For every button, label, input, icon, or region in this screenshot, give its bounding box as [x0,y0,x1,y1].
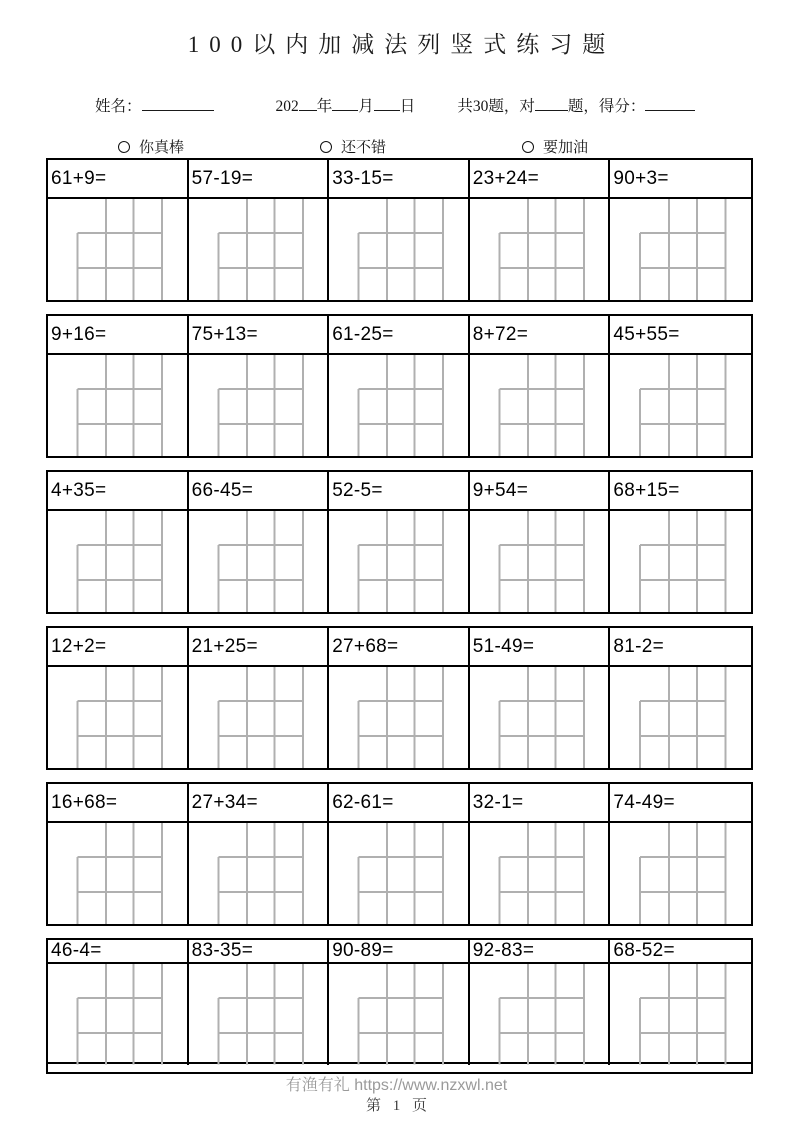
calc-grid-icon [470,823,609,924]
problem-text: 51-49= [472,635,535,657]
calc-grid-icon [189,823,328,924]
problem-cell [329,160,470,197]
calc-grid-icon [610,355,751,456]
problem-text: 90-89= [332,940,394,961]
problem-text: 46-4= [51,940,102,961]
answer-cell [329,199,470,300]
problem-text: 27+34= [191,791,258,813]
answer-cell [470,511,611,612]
problem-text: 74-49= [613,791,675,813]
problem-cell [329,940,470,962]
problem-text: 68-52= [613,940,675,961]
calc-grid-icon [189,199,328,300]
problem-block [46,626,753,770]
problem-cell [48,784,189,821]
problem-text: 68+15= [613,479,680,501]
year-underline [299,97,317,111]
calc-grid-icon [329,199,468,300]
problem-cell [48,472,189,509]
problem-cell [470,160,611,197]
calc-grid-icon [470,667,609,768]
problem-text: 75+13= [191,323,258,345]
calc-grid-icon [329,667,468,768]
problem-text: 9+54= [472,479,529,501]
calc-grid-icon [48,199,187,300]
rating-circle-icon [320,141,332,153]
answer-cell [610,355,751,456]
problem-cell [470,472,611,509]
calc-grid-icon [48,823,187,924]
problem-block [46,314,753,458]
problem-text: 92-83= [472,940,535,961]
problem-cell [610,784,751,821]
problem-cell [610,160,751,197]
problem-cell [610,316,751,353]
answer-cell [470,964,611,1065]
problem-text: 61+9= [51,167,107,189]
calc-grid-icon [189,667,328,768]
calc-grid-icon [470,355,609,456]
problem-text: 32-1= [472,791,524,813]
problem-cell [189,472,330,509]
answer-cell [189,355,330,456]
answer-cell [329,964,470,1065]
answer-cell [48,511,189,612]
rating-circle-icon [118,141,130,153]
problem-cell [329,472,470,509]
score-mid: 题，得分： [567,98,646,115]
problem-cell [329,316,470,353]
problem-text: 9+16= [51,323,107,345]
ratings-row [118,136,588,157]
answer-cell [470,355,611,456]
answer-cell [329,667,470,768]
problem-text: 83-35= [191,940,254,961]
problem-cell [189,628,330,665]
answer-cell [329,823,470,924]
problem-text: 21+25= [191,635,258,657]
problem-block [46,158,753,302]
problem-cell [470,316,611,353]
rating-item-great [118,136,184,157]
worksheet [46,158,753,1064]
problem-cell [470,940,611,962]
answer-cell [189,199,330,300]
answer-cell [48,199,189,300]
header-fill-line [95,94,695,116]
calc-grid-icon [48,964,187,1065]
month-underline [332,97,358,111]
page-number: 第 1 页 [365,1098,431,1114]
footer-site-text: 有渔有礼 https://www.nzxwl.net [285,1077,508,1094]
answer-cell [610,667,751,768]
problem-cell [48,316,189,353]
answer-cell [610,199,751,300]
rating-label: 要加油 [542,140,588,156]
problem-text: 45+55= [613,323,680,345]
answer-cell [48,823,189,924]
calc-grid-icon [610,667,751,768]
year-suffix: 年 [316,98,333,115]
correct-underline [535,97,568,111]
name-underline [142,97,214,111]
answer-cell [610,823,751,924]
rating-label: 还不错 [340,140,386,156]
answer-cell [189,667,330,768]
answer-cell [48,667,189,768]
calc-grid-icon [329,964,468,1065]
answer-cell [329,355,470,456]
answer-cell [610,511,751,612]
day-underline [374,97,400,111]
problem-cell [48,940,189,962]
problem-text: 52-5= [332,479,383,501]
problem-text: 27+68= [332,635,399,657]
calc-grid-icon [48,355,187,456]
problem-text: 81-2= [613,635,665,657]
day-suffix: 日 [399,98,416,115]
problem-text: 16+68= [51,791,118,813]
score-label: 共30题，对 [457,98,535,115]
problem-cell [470,628,611,665]
calc-grid-icon [610,823,751,924]
answer-cell [470,823,611,924]
problem-text: 57-19= [191,167,254,189]
calc-grid-icon [48,667,187,768]
score-group [457,94,695,116]
problem-text: 12+2= [51,635,107,657]
answer-cell [48,964,189,1065]
problem-cell [189,784,330,821]
rating-label: 你真棒 [139,140,185,156]
problem-text: 33-15= [332,167,394,189]
answer-cell [189,964,330,1065]
answer-cell [610,964,751,1065]
answer-cell [48,355,189,456]
calc-grid-icon [329,355,468,456]
problem-block [46,938,753,1064]
calc-grid-icon [189,355,328,456]
calc-grid-icon [470,964,609,1065]
problem-cell [610,940,751,962]
calc-grid-icon [189,964,328,1065]
month-suffix: 月 [358,98,374,115]
problem-text: 8+72= [472,323,529,345]
calc-grid-icon [329,511,468,612]
rating-circle-icon [522,141,534,153]
answer-cell [329,511,470,612]
calc-grid-icon [470,199,609,300]
problem-block [46,470,753,614]
calc-grid-icon [610,199,751,300]
problem-text: 4+35= [51,479,107,501]
year-prefix: 202 [275,98,299,115]
problem-cell [48,160,189,197]
problem-cell [189,316,330,353]
problem-text: 66-45= [191,479,254,501]
problem-cell [610,628,751,665]
problem-cell [610,472,751,509]
calc-grid-icon [610,964,751,1065]
calc-grid-icon [470,511,609,612]
problem-text: 61-25= [332,323,394,345]
score-underline [645,97,695,111]
date-group [276,94,416,116]
problem-block [46,782,753,926]
rating-item-ok [320,136,386,157]
problem-text: 90+3= [613,167,669,189]
problem-cell [48,628,189,665]
answer-cell [470,199,611,300]
rating-item-tryharder [522,136,588,157]
answer-cell [189,823,330,924]
name-label: 姓名： [95,98,142,115]
problem-text: 23+24= [472,167,540,189]
problem-text: 62-61= [332,791,394,813]
problem-cell [189,940,330,962]
calc-grid-icon [48,511,187,612]
answer-cell [470,667,611,768]
problem-cell [189,160,330,197]
page-title: 100以内加减法列竖式练习题 [187,32,616,57]
calc-grid-icon [610,511,751,612]
name-group [95,94,214,116]
problem-cell [470,784,611,821]
problem-cell [329,784,470,821]
problem-cell [329,628,470,665]
answer-cell [189,511,330,612]
calc-grid-icon [189,511,328,612]
calc-grid-icon [329,823,468,924]
